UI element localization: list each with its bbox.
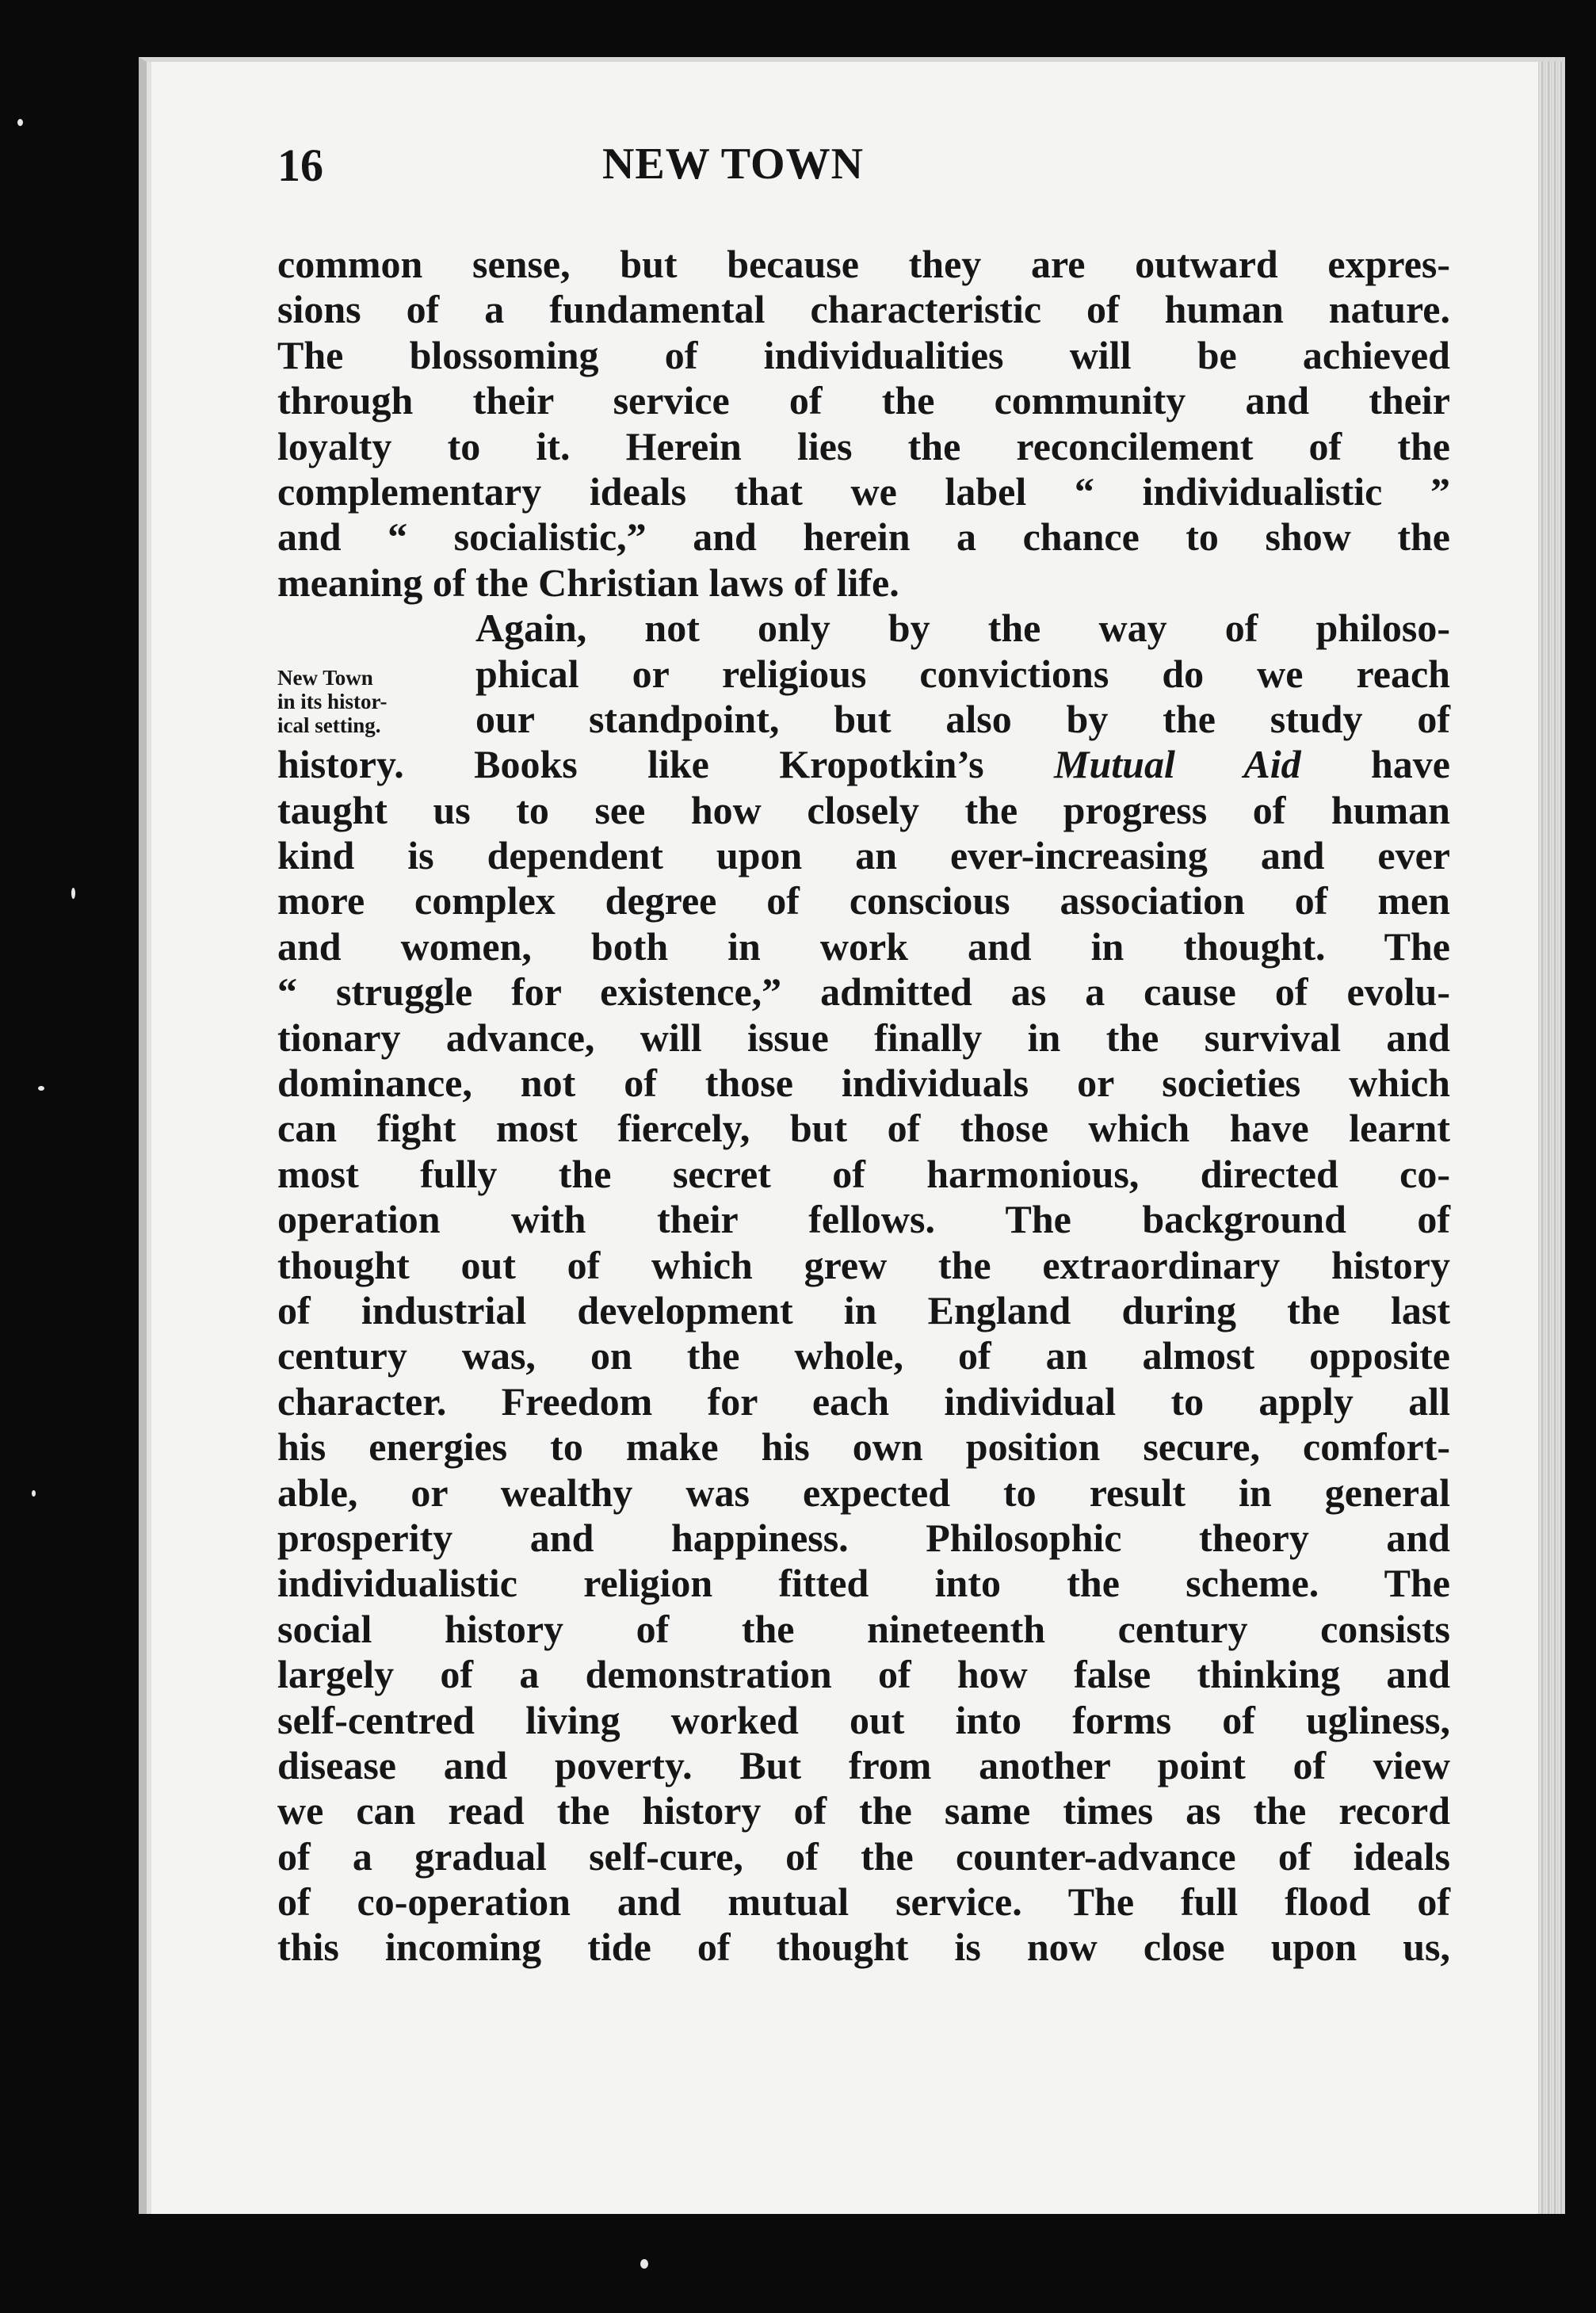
text-line: century was, on the whole, of an almost opposite	[277, 1333, 1450, 1378]
text-line: social history of the nineteenth century consists	[277, 1606, 1450, 1651]
text-line: able, or wealthy was expected to result in general	[277, 1470, 1450, 1515]
text-line: kind is dependent upon an ever-increasing and ever	[277, 833, 1450, 878]
body-text	[277, 242, 1450, 1971]
margin-note-line: New Town	[277, 666, 373, 690]
text-line: Again, not only by the way of philoso-	[475, 606, 1450, 651]
text-line: operation with their fellows. The background of	[277, 1197, 1450, 1242]
text-line: individualistic religion fitted into the scheme. The	[277, 1561, 1450, 1606]
text-line	[277, 742, 1450, 787]
text-line: of co-operation and mutual service. The full flood of	[277, 1879, 1450, 1925]
text-line: sions of a fundamental characteristic of human nature.	[277, 287, 1450, 332]
text-line: we can read the history of the same times as the record	[277, 1788, 1450, 1833]
text-line: common sense, but because they are outward expres-	[277, 242, 1450, 286]
text-line: self-centred living worked out into forms of ugliness,	[277, 1697, 1450, 1742]
dust-speck	[32, 1490, 36, 1497]
text-line: loyalty to it. Herein lies the reconcilement of the	[277, 423, 1450, 468]
running-title: NEW TOWN	[601, 140, 865, 189]
margin-note-line: in its histor-	[277, 690, 388, 713]
dust-speck	[38, 1086, 44, 1091]
text-line: of industrial development in England during the last	[277, 1287, 1450, 1332]
text-line: more complex degree of conscious association of men	[277, 878, 1450, 923]
page-header	[277, 139, 1189, 210]
text-line: character. Freedom for each individual to apply all	[277, 1378, 1450, 1424]
text-line: disease and poverty. But from another point of view	[277, 1742, 1450, 1787]
text-line: meaning of the Christian laws of life.	[277, 560, 899, 605]
text-fragment: history. Books like Kropotkin’s	[277, 742, 1055, 787]
text-line: “ struggle for existence,” admitted as a cause of evolu-	[277, 969, 1450, 1015]
margin-note-line: ical setting.	[277, 713, 381, 737]
text-line: prosperity and happiness. Philosophic theory and	[277, 1515, 1450, 1560]
page-number: 16	[277, 140, 323, 191]
book-title: Mutual Aid	[1054, 742, 1301, 787]
text-line: largely of a demonstration of how false thinking and	[277, 1652, 1450, 1697]
text-line: and women, both in work and in thought. The	[277, 923, 1450, 969]
text-line: this incoming tide of thought is now close upon us,	[277, 1925, 1450, 1970]
text-line: can fight most fiercely, but of those which have learnt	[277, 1106, 1450, 1151]
text-line: complementary ideals that we label “ individualistic ”	[277, 468, 1450, 514]
dust-speck	[17, 119, 23, 126]
text-line: thought out of which grew the extraordinary history	[277, 1242, 1450, 1287]
text-line: through their service of the community and their	[277, 378, 1450, 423]
text-line: his energies to make his own position secure, comfort-	[277, 1424, 1450, 1470]
dust-speck	[640, 2259, 648, 2269]
text-line: and “ socialistic,” and herein a chance to show the	[277, 514, 1450, 560]
dust-speck	[71, 888, 75, 899]
text-line: tionary advance, will issue finally in the survival and	[277, 1015, 1450, 1060]
text-line: taught us to see how closely the progress of human	[277, 787, 1450, 832]
text-line: The blossoming of individualities will be achieved	[277, 332, 1450, 377]
text-line: dominance, not of those individuals or societies which	[277, 1061, 1450, 1106]
text-line: our standpoint, but also by the study of	[475, 696, 1450, 741]
text-line: of a gradual self-cure, of the counter-advance of ideals	[277, 1833, 1450, 1879]
text-line: phical or religious convictions do we reach	[475, 651, 1450, 696]
text-line: most fully the secret of harmonious, directed co-	[277, 1151, 1450, 1196]
text-fragment: have	[1300, 742, 1450, 787]
